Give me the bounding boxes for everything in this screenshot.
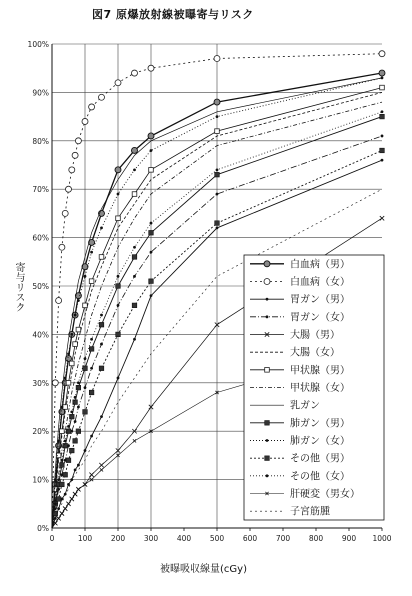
data-point	[60, 512, 63, 515]
data-point	[150, 222, 153, 225]
y-tick-label: 10%	[32, 475, 49, 485]
y-tick-label: 30%	[32, 378, 49, 388]
x-axis-label: 被曝吸収線量(cGy)	[160, 564, 247, 575]
y-tick-label: 40%	[32, 330, 49, 340]
data-point	[82, 118, 88, 124]
data-point	[99, 322, 104, 327]
x-tick-label: 800	[308, 534, 324, 543]
data-point	[84, 275, 87, 278]
data-point	[57, 517, 60, 520]
data-point	[133, 168, 136, 171]
legend-swatch-marker	[264, 279, 270, 285]
data-point	[63, 405, 68, 410]
legend-label: その他（男）	[290, 453, 350, 465]
legend-label: その他（女）	[290, 471, 350, 483]
data-point	[89, 104, 95, 110]
data-point	[84, 357, 87, 360]
data-point	[67, 502, 70, 505]
data-point	[380, 216, 384, 220]
data-point	[66, 458, 71, 463]
x-tick-label: 700	[275, 534, 291, 543]
legend-swatch-marker	[264, 261, 270, 267]
data-point	[216, 115, 219, 118]
legend-label: 大腸（女）	[290, 347, 340, 359]
legend-label: 肝硬変（男女）	[290, 489, 360, 500]
data-point	[100, 343, 103, 346]
data-point	[117, 377, 120, 380]
x-tick-label: 200	[110, 534, 126, 543]
data-point	[57, 478, 60, 481]
data-point	[99, 463, 103, 467]
data-point	[57, 439, 60, 442]
x-tick-label: 300	[143, 534, 159, 543]
x-tick-label: 1000	[372, 534, 392, 543]
data-point	[150, 149, 153, 152]
data-point	[60, 482, 65, 487]
data-point	[54, 478, 57, 481]
x-tick-label: 500	[209, 534, 225, 543]
data-point	[74, 314, 77, 317]
data-point	[379, 70, 385, 76]
data-point	[99, 366, 104, 371]
y-axis-label: 寄与リスク	[13, 262, 24, 312]
data-point	[116, 284, 121, 289]
data-point	[60, 463, 65, 468]
data-point	[133, 246, 136, 249]
data-point	[380, 85, 385, 90]
data-point	[70, 497, 73, 500]
data-point	[100, 468, 103, 471]
data-point	[77, 406, 80, 409]
legend-swatch-marker	[266, 474, 269, 477]
data-point	[381, 159, 384, 162]
x-tick-label: 100	[77, 534, 93, 543]
data-point	[52, 380, 58, 386]
data-point	[83, 366, 88, 371]
y-tick-label: 70%	[32, 185, 49, 195]
data-point	[61, 459, 64, 462]
data-point	[99, 255, 104, 260]
data-point	[77, 488, 80, 491]
data-point	[73, 439, 78, 444]
data-point	[56, 497, 61, 502]
data-point	[64, 439, 67, 442]
data-point	[381, 76, 384, 79]
legend-swatch-marker	[266, 439, 269, 442]
data-point	[117, 275, 120, 278]
data-point	[70, 478, 73, 481]
figure-title: 図7 原爆放射線被曝寄与リスク	[92, 8, 254, 21]
data-point	[380, 114, 385, 119]
y-tick-label: 80%	[32, 136, 49, 146]
data-point	[117, 304, 120, 307]
data-point	[133, 275, 136, 278]
data-point	[90, 251, 93, 254]
data-point	[117, 193, 120, 196]
data-point	[379, 51, 385, 57]
data-point	[74, 469, 77, 472]
data-point	[214, 56, 220, 62]
legend-label: 大腸（男）	[290, 330, 340, 341]
data-point	[74, 420, 77, 423]
data-point	[99, 94, 105, 100]
legend	[244, 255, 384, 520]
legend-swatch-marker	[266, 298, 269, 301]
data-point	[214, 99, 220, 105]
data-point	[73, 342, 78, 347]
data-point	[62, 210, 68, 216]
data-point	[67, 352, 70, 355]
data-point	[89, 473, 93, 477]
data-point	[70, 333, 73, 336]
data-point	[74, 396, 77, 399]
data-point	[100, 227, 103, 230]
data-point	[149, 230, 154, 235]
data-point	[59, 244, 65, 250]
data-point	[150, 251, 153, 254]
legend-swatch-marker	[265, 368, 270, 373]
legend-label: 胃ガン（男）	[290, 294, 350, 306]
data-point	[216, 227, 219, 230]
data-point	[67, 425, 70, 428]
data-point	[381, 110, 384, 113]
data-point	[89, 279, 94, 284]
data-point	[381, 135, 384, 138]
data-point	[56, 298, 62, 304]
data-point	[63, 443, 68, 448]
data-point	[84, 449, 87, 452]
data-point	[70, 361, 75, 366]
data-point	[100, 314, 103, 317]
legend-label: 白血病（男）	[290, 259, 350, 271]
y-tick-label: 100%	[27, 40, 49, 49]
data-point	[89, 390, 94, 395]
data-point	[132, 147, 138, 153]
data-point	[115, 167, 121, 173]
data-point	[133, 439, 136, 442]
data-point	[215, 172, 220, 177]
legend-swatch-marker	[265, 456, 270, 461]
data-point	[74, 493, 77, 496]
y-tick-label: 50%	[32, 282, 49, 291]
data-point	[77, 464, 80, 467]
x-tick-label: 0	[49, 534, 55, 543]
legend-label: 肺ガン（男）	[290, 418, 350, 430]
data-point	[72, 152, 78, 158]
y-tick-label: 0%	[37, 524, 49, 533]
data-point	[216, 168, 219, 171]
legend-label: 肺ガン（女）	[290, 436, 350, 447]
data-point	[77, 381, 80, 384]
data-point	[148, 65, 154, 71]
data-point	[76, 327, 81, 332]
data-point	[90, 338, 93, 341]
data-point	[150, 294, 153, 297]
y-tick-label: 90%	[32, 88, 49, 98]
data-point	[83, 303, 88, 308]
data-point	[132, 303, 137, 308]
data-point	[115, 80, 121, 86]
legend-label: 胃ガン（女）	[290, 312, 350, 324]
data-point	[149, 168, 154, 173]
data-point	[64, 377, 67, 380]
legend-label: 甲状腺（男）	[290, 365, 350, 377]
data-point	[76, 429, 81, 434]
data-point	[54, 502, 57, 505]
x-tick-label: 900	[341, 534, 357, 543]
data-point	[148, 133, 154, 139]
data-point	[61, 406, 64, 409]
data-point	[66, 381, 71, 386]
x-tick-label: 600	[242, 534, 258, 543]
data-point	[216, 193, 219, 196]
data-point	[75, 138, 81, 144]
y-tick-label: 20%	[32, 427, 49, 437]
data-point	[116, 332, 121, 337]
data-point	[70, 410, 73, 413]
x-tick-label: 400	[176, 534, 192, 543]
data-point	[89, 347, 94, 352]
data-point	[132, 192, 137, 197]
data-point	[116, 216, 121, 221]
data-point	[132, 255, 137, 260]
data-point	[66, 186, 72, 192]
data-point	[132, 70, 138, 76]
data-point	[64, 507, 67, 510]
data-point	[77, 299, 80, 302]
data-point	[70, 448, 75, 453]
data-point	[69, 167, 75, 173]
data-point	[380, 148, 385, 153]
legend-label: 白血病（女）	[290, 277, 350, 288]
data-point	[133, 338, 136, 341]
legend-label: 甲状腺（女）	[290, 383, 350, 394]
legend-label: 子宮筋腫	[290, 506, 330, 518]
data-point	[215, 129, 220, 134]
legend-label: 乳ガン	[290, 400, 320, 412]
data-point	[215, 221, 220, 226]
legend-swatch-marker	[266, 315, 269, 318]
data-point	[149, 279, 154, 284]
data-point	[60, 429, 65, 434]
data-point	[90, 435, 93, 438]
data-point	[67, 483, 70, 486]
data-point	[63, 472, 68, 477]
data-point	[83, 410, 88, 415]
data-point	[84, 386, 87, 389]
legend-swatch-marker	[265, 421, 270, 426]
y-tick-label: 60%	[32, 233, 49, 243]
data-point	[100, 415, 103, 418]
data-point	[90, 367, 93, 370]
